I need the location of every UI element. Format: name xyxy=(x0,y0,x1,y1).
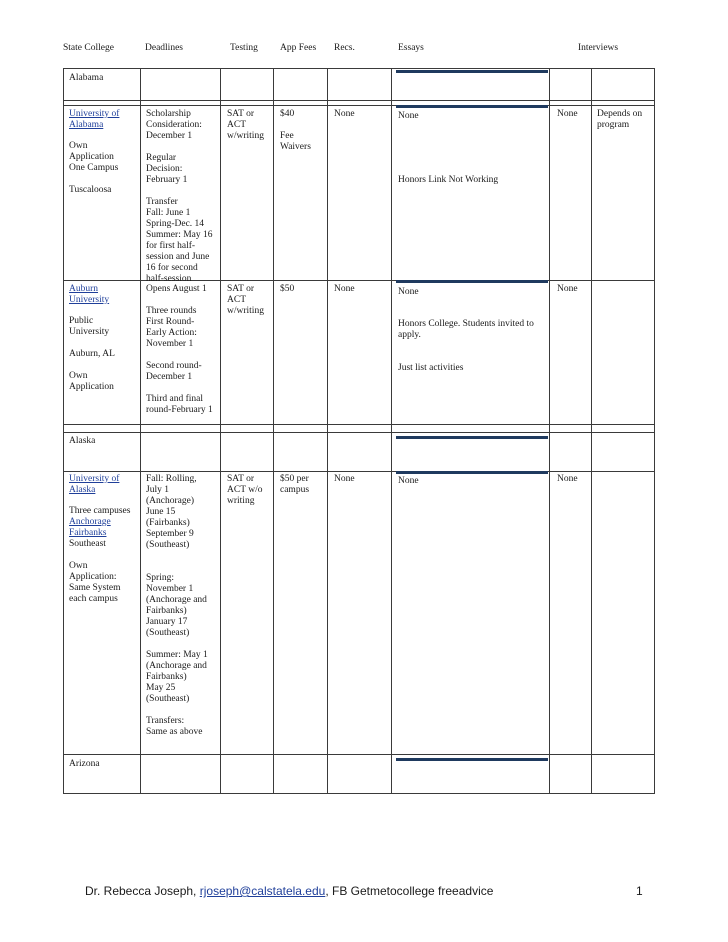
essays-auburn: None xyxy=(398,287,419,297)
row-divider xyxy=(63,100,655,101)
page-footer xyxy=(85,884,493,898)
row-divider xyxy=(63,105,655,106)
essays-extra-alabama: None xyxy=(557,109,578,119)
campus-link-anchorage[interactable]: Anchorage xyxy=(69,517,111,527)
row-divider xyxy=(63,432,655,433)
header-essays: Essays xyxy=(398,43,424,53)
college-link-auburn-university[interactable]: Auburn University xyxy=(69,284,110,305)
col-divider xyxy=(273,68,274,794)
essays-alabama: None xyxy=(398,111,419,121)
essays-rule xyxy=(396,70,548,73)
college-table xyxy=(63,68,655,794)
essays-extra-alaska: None xyxy=(557,474,578,484)
state-alabama: Alabama xyxy=(69,73,104,83)
essays-rule xyxy=(396,758,548,761)
state-alaska: Alaska xyxy=(69,436,96,446)
college-link-university-of-alaska[interactable]: University of Alaska xyxy=(69,474,120,495)
col-divider xyxy=(591,68,592,794)
testing-alaska: SAT or ACT w/o writing xyxy=(227,474,263,506)
col-divider xyxy=(140,68,141,794)
college-info2-alaska: Own Application: Same System each campus xyxy=(69,561,121,604)
row-divider xyxy=(63,754,655,755)
essays-rule xyxy=(396,471,548,474)
header-state-college: State College xyxy=(63,43,114,53)
header-app-fees: App Fees xyxy=(280,43,317,53)
campus-southeast: Southeast xyxy=(69,539,106,549)
row-divider xyxy=(63,471,655,472)
col-divider xyxy=(391,68,392,794)
row-divider xyxy=(63,424,655,425)
header-deadlines: Deadlines xyxy=(145,43,183,53)
fees-auburn: $50 xyxy=(280,284,295,294)
header-interviews: Interviews xyxy=(578,43,619,53)
fees-alabama: $40 Fee Waivers xyxy=(280,109,311,152)
essays-note2-auburn: Just list activities xyxy=(398,363,464,373)
essays-rule xyxy=(396,280,548,283)
row-divider xyxy=(63,793,655,794)
col-divider xyxy=(549,68,550,794)
footer-rest: , FB Getmetocollege freeadvice xyxy=(325,884,494,898)
recs-alabama: None xyxy=(334,109,355,119)
interviews-alabama: Depends on program xyxy=(597,109,643,130)
header-testing: Testing xyxy=(230,43,258,53)
essays-rule xyxy=(396,105,548,108)
testing-alabama: SAT or ACT w/writing xyxy=(227,109,264,141)
footer-email-link[interactable]: rjoseph@calstatela.edu xyxy=(199,884,326,898)
college-info-alabama: Own Application One Campus Tuscaloosa xyxy=(69,141,119,195)
page-number: 1 xyxy=(636,884,643,898)
college-info-alaska: Three campuses xyxy=(69,506,131,516)
header-recs: Recs. xyxy=(334,43,355,53)
essays-note-alabama: Honors Link Not Working xyxy=(398,175,499,185)
row-divider xyxy=(63,68,655,69)
essays-extra-auburn: None xyxy=(557,284,578,294)
col-divider xyxy=(654,68,655,794)
deadlines-alabama: Scholarship Consideration: December 1 Regular Decision: February 1 Transfer Fall: June 1 Spring-Dec. 14 Summer: May 16 for first half- session and June 16 for second half-session xyxy=(146,109,213,284)
state-arizona: Arizona xyxy=(69,759,100,769)
college-link-university-of-alabama[interactable]: University of Alabama xyxy=(69,109,120,130)
recs-auburn: None xyxy=(334,284,355,294)
college-info-auburn: Public University Auburn, AL Own Application xyxy=(69,316,115,392)
campus-link-fairbanks[interactable]: Fairbanks xyxy=(69,528,107,538)
testing-auburn: SAT or ACT w/writing xyxy=(227,284,264,316)
fees-alaska: $50 per campus xyxy=(280,474,310,495)
essays-note-auburn: Honors College. Students invited to apply. xyxy=(398,319,534,340)
deadlines-auburn: Opens August 1 Three rounds First Round- Early Action: November 1 Second round- December 1 Third and final round-February 1 xyxy=(146,284,213,415)
footer-author: Dr. Rebecca Joseph, xyxy=(85,884,200,898)
col-divider xyxy=(220,68,221,794)
col-divider xyxy=(327,68,328,794)
essays-alaska: None xyxy=(398,476,419,486)
essays-rule xyxy=(396,436,548,439)
deadlines-alaska: Fall: Rolling, July 1 (Anchorage) June 15 (Fairbanks) September 9 (Southeast) Spring: November 1 (Anchorage and Fairbanks) January 17 (Southeast) Summer: May 1 (Anchorage and Fairbanks) May 25 (Southeast) Transfers: Same as above xyxy=(146,474,208,737)
recs-alaska: None xyxy=(334,474,355,484)
col-divider xyxy=(63,68,64,794)
